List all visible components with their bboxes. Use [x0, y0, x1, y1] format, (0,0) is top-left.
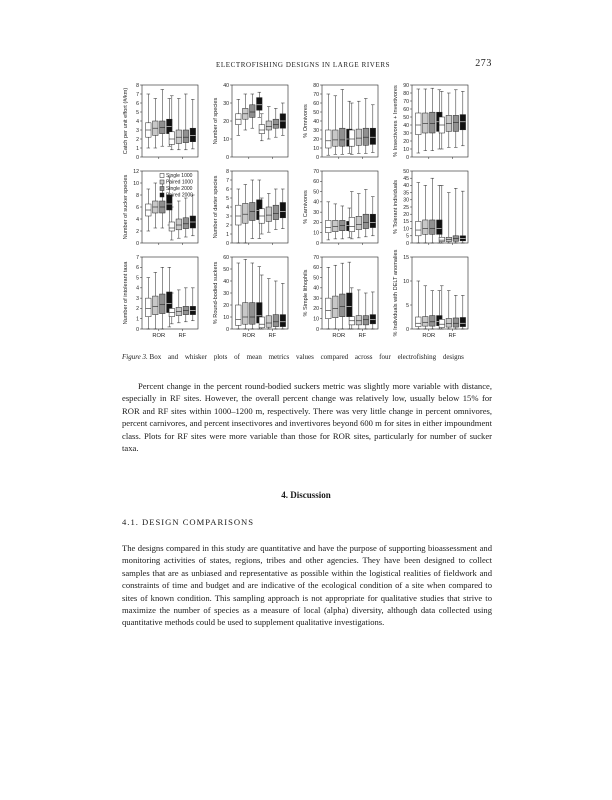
- y-tick-label: 40: [223, 82, 229, 89]
- box-paired-1000: [333, 130, 339, 146]
- y-tick-label: 0: [406, 240, 409, 247]
- x-tick-label: RF: [358, 333, 367, 339]
- body-paragraph-1: Percent change in the percent round-bodied suckers metric was slightly more variable with distance, especially in RF sites. However, the overall percent change was relatively low, usually below 15% for ROR and RF sites within 1000–1200 m, respectively. There was very little change in percent omnivores, percent carnivores, and percent insectivores and invertivores beyond 600 m for sites in either impoundment class. Plots for RF sites were more variable than those for ROR sites, particularly for number of sucker taxa.: [122, 381, 492, 454]
- y-tick-label: 0: [226, 240, 229, 247]
- box-single-1000: [236, 305, 242, 325]
- y-tick-label: 4: [136, 216, 139, 223]
- y-tick-label: 3: [136, 295, 139, 302]
- y-tick-label: 30: [313, 127, 319, 134]
- box-single-2000: [273, 205, 279, 219]
- y-tick-label: 2: [136, 306, 139, 313]
- box-paired-1000: [356, 216, 362, 229]
- box-single-1000: [439, 319, 445, 327]
- running-title: ELECTROFISHING DESIGNS IN LARGE RIVERS: [216, 61, 391, 69]
- y-tick-label: 50: [403, 168, 409, 175]
- y-tick-label: 50: [313, 189, 319, 196]
- y-tick-label: 6: [136, 265, 139, 272]
- box-paired-1000: [243, 203, 249, 223]
- box-paired-1000: [446, 318, 452, 327]
- box-paired-1000: [356, 316, 362, 325]
- box-paired-1000: [266, 121, 272, 130]
- y-tick-label: 25: [403, 204, 409, 211]
- box-single-2000: [430, 220, 436, 234]
- x-tick-label: ROR: [332, 333, 346, 339]
- y-tick-label: 70: [403, 98, 409, 105]
- box-paired-1000: [333, 220, 339, 231]
- x-tick-label: RF: [268, 333, 277, 339]
- y-tick-label: 45: [403, 176, 409, 182]
- box-paired-2000: [370, 214, 376, 227]
- y-axis-label: % Simple lithophils: [303, 269, 309, 317]
- legend-label: Paired 1000: [166, 179, 193, 186]
- x-tick-label: ROR: [242, 333, 256, 339]
- y-tick-label: 30: [313, 209, 319, 216]
- y-tick-label: 30: [403, 130, 409, 137]
- box-paired-2000: [460, 317, 466, 326]
- running-header: [120, 58, 492, 72]
- y-tick-label: 2: [136, 136, 139, 143]
- y-tick-label: 50: [223, 266, 229, 273]
- legend-swatch: [160, 187, 164, 191]
- y-tick-label: 3: [226, 213, 229, 220]
- box-single-1000: [169, 132, 175, 145]
- y-tick-label: 2: [226, 222, 229, 229]
- box-paired-2000: [370, 315, 376, 324]
- y-tick-label: 12: [133, 168, 139, 175]
- box-single-2000: [363, 316, 369, 325]
- y-tick-label: 6: [136, 204, 139, 211]
- box-paired-2000: [460, 236, 466, 241]
- box-single-1000: [349, 130, 355, 146]
- y-tick-label: 1: [136, 316, 139, 323]
- y-tick-label: 0: [226, 154, 229, 161]
- y-axis-label: Number of sucker species: [123, 174, 129, 240]
- y-tick-label: 7: [136, 254, 139, 261]
- body-paragraph-2: The designs compared in this study are quantitative and have the purpose of supporting bioassessment and monitoring activities of states, regions, tribes and other agencies. They have been designed to collect samples that are as unbiased and representative as possible within the logistical realities of fieldwork and constraints of time and budget and are indicative of the ecological condition of a site when compared to sites of known condition. This sampling approach is not appropriate for qualitative studies that strive to maximize the number of species as a measure of local (alpha) diversity, although data collected using quantitative methods could be used to supplement qualitative investigations.: [122, 543, 492, 628]
- y-tick-label: 40: [223, 278, 229, 285]
- box-single-2000: [363, 214, 369, 228]
- box-paired-1000: [243, 303, 249, 325]
- y-tick-label: 0: [136, 154, 139, 161]
- box-single-2000: [183, 130, 189, 143]
- y-tick-label: 35: [403, 190, 409, 197]
- box-single-1000: [326, 130, 332, 148]
- y-tick-label: 0: [316, 240, 319, 247]
- y-tick-label: 5: [136, 109, 139, 116]
- box-single-2000: [273, 119, 279, 128]
- y-tick-label: 10: [313, 230, 319, 237]
- y-tick-label: 0: [316, 154, 319, 161]
- figure-3-box-plots: [118, 80, 498, 348]
- box-paired-1000: [153, 296, 159, 315]
- box-single-2000: [250, 303, 256, 325]
- y-tick-label: 4: [136, 118, 139, 125]
- box-paired-2000: [370, 128, 376, 144]
- box-single-2000: [363, 128, 369, 145]
- y-tick-label: 0: [136, 240, 139, 247]
- panel-11: [303, 255, 378, 339]
- box-paired-2000: [280, 203, 286, 218]
- x-tick-label: RF: [178, 333, 187, 339]
- panel-1: [123, 83, 198, 161]
- y-tick-label: 8: [226, 168, 229, 175]
- y-tick-label: 70: [313, 254, 319, 261]
- y-axis-label: Number of intolerant taxa: [123, 261, 129, 325]
- box-paired-2000: [190, 128, 196, 142]
- panel-12: [393, 249, 468, 339]
- y-tick-label: 1: [226, 231, 229, 238]
- y-tick-label: 10: [313, 316, 319, 323]
- y-tick-label: 60: [223, 254, 229, 261]
- y-tick-label: 40: [403, 183, 409, 190]
- y-tick-label: 0: [316, 326, 319, 333]
- box-single-1000: [349, 217, 355, 231]
- box-single-2000: [273, 315, 279, 327]
- page-number: 273: [475, 58, 492, 69]
- y-tick-label: 5: [406, 302, 409, 309]
- y-tick-label: 10: [313, 145, 319, 152]
- box-single-2000: [340, 128, 346, 146]
- y-tick-label: 70: [313, 168, 319, 175]
- y-axis-label: % Round-bodied suckers: [213, 261, 219, 325]
- legend-swatch: [160, 193, 164, 197]
- panel-8: [393, 169, 468, 247]
- box-paired-1000: [266, 316, 272, 327]
- box-single-2000: [183, 218, 189, 229]
- y-tick-label: 20: [313, 306, 319, 313]
- legend-swatch: [160, 180, 164, 184]
- y-tick-label: 15: [403, 254, 409, 261]
- y-tick-label: 60: [403, 106, 409, 113]
- y-tick-label: 5: [406, 233, 409, 240]
- y-tick-label: 15: [403, 219, 409, 226]
- box-paired-1000: [423, 317, 429, 327]
- y-tick-label: 20: [403, 212, 409, 218]
- box-single-1000: [416, 221, 422, 235]
- y-tick-label: 10: [403, 146, 409, 153]
- y-tick-label: 10: [133, 180, 139, 187]
- box-single-1000: [146, 298, 152, 317]
- box-paired-1000: [423, 113, 429, 133]
- y-tick-label: 8: [136, 192, 139, 199]
- box-single-1000: [236, 205, 242, 225]
- box-single-1000: [259, 125, 265, 134]
- y-axis-label: Number of darter species: [213, 175, 219, 239]
- y-tick-label: 40: [313, 285, 319, 292]
- box-single-1000: [169, 222, 175, 231]
- y-tick-label: 70: [313, 91, 319, 98]
- box-paired-2000: [460, 115, 466, 130]
- box-paired-2000: [437, 220, 443, 234]
- box-paired-1000: [266, 207, 272, 221]
- figure-caption: [122, 353, 494, 361]
- y-tick-label: 1: [136, 145, 139, 152]
- y-tick-label: 80: [313, 82, 319, 89]
- caption-text: Box and whisker plots of mean metrics values compared across four electrofishing designs: [149, 353, 464, 361]
- y-tick-label: 0: [406, 154, 409, 161]
- box-single-1000: [439, 237, 445, 241]
- panel-3: [303, 83, 378, 161]
- panel-2: [213, 83, 288, 161]
- y-tick-label: 80: [403, 90, 409, 97]
- y-tick-label: 20: [313, 220, 319, 227]
- box-single-2000: [340, 294, 346, 317]
- box-single-1000: [326, 220, 332, 232]
- y-tick-label: 0: [406, 326, 409, 333]
- y-tick-label: 7: [226, 177, 229, 184]
- box-paired-1000: [356, 129, 362, 145]
- panel-9: [123, 255, 198, 339]
- y-tick-label: 60: [313, 179, 319, 186]
- y-tick-label: 10: [223, 314, 229, 321]
- y-tick-label: 20: [223, 118, 229, 125]
- y-tick-label: 4: [226, 204, 229, 211]
- y-tick-label: 6: [136, 100, 139, 107]
- legend-swatch: [160, 174, 164, 178]
- legend: [160, 173, 193, 199]
- y-tick-label: 60: [313, 265, 319, 272]
- y-tick-label: 60: [313, 100, 319, 107]
- box-single-1000: [416, 317, 422, 327]
- box-single-2000: [453, 115, 459, 131]
- y-tick-label: 10: [403, 226, 409, 233]
- box-paired-1000: [176, 130, 182, 144]
- y-tick-label: 30: [223, 290, 229, 297]
- y-tick-label: 40: [403, 122, 409, 129]
- y-tick-label: 20: [403, 138, 409, 145]
- y-tick-label: 50: [403, 114, 409, 121]
- y-axis-label: % Tolerant individuals: [393, 179, 399, 235]
- box-single-2000: [250, 105, 256, 118]
- y-tick-label: 0: [226, 326, 229, 333]
- y-tick-label: 10: [223, 136, 229, 143]
- legend-label: Single 1000: [166, 173, 193, 179]
- y-tick-label: 5: [136, 275, 139, 282]
- y-axis-label: Number of species: [213, 97, 219, 145]
- y-tick-label: 30: [223, 100, 229, 107]
- y-tick-label: 10: [403, 278, 409, 285]
- y-tick-label: 3: [136, 127, 139, 134]
- y-tick-label: 5: [226, 195, 229, 202]
- y-axis-label: % Individuals with DELT anomalies: [393, 249, 399, 337]
- panel-4: [393, 83, 468, 161]
- box-paired-1000: [333, 296, 339, 318]
- y-axis-label: % Carnivores: [303, 190, 309, 224]
- y-tick-label: 0: [136, 326, 139, 333]
- section-heading: 4. Discussion: [281, 490, 331, 500]
- box-paired-1000: [423, 220, 429, 234]
- legend-label: Paired 2000: [166, 192, 193, 199]
- y-tick-label: 20: [313, 136, 319, 143]
- box-single-2000: [160, 294, 166, 314]
- y-tick-label: 2: [136, 228, 139, 235]
- y-axis-label: % Omnivores: [303, 104, 309, 138]
- panel-7: [303, 169, 378, 247]
- box-paired-2000: [347, 293, 353, 317]
- box-single-2000: [430, 112, 436, 133]
- subsection-heading: 4.1. DESIGN COMPARISONS: [122, 517, 255, 527]
- y-tick-label: 20: [223, 302, 229, 309]
- panel-10: [213, 255, 288, 339]
- legend-label: Single 2000: [166, 186, 193, 192]
- x-tick-label: ROR: [152, 333, 166, 339]
- y-tick-label: 6: [226, 186, 229, 193]
- x-tick-label: RF: [448, 333, 457, 339]
- panel-6: [213, 169, 288, 247]
- y-tick-label: 30: [313, 295, 319, 302]
- box-paired-2000: [280, 315, 286, 327]
- y-tick-label: 50: [313, 275, 319, 282]
- box-single-1000: [326, 298, 332, 319]
- box-single-1000: [416, 113, 422, 135]
- y-tick-label: 4: [136, 285, 139, 292]
- y-tick-label: 7: [136, 91, 139, 98]
- y-tick-label: 90: [403, 82, 409, 89]
- y-tick-label: 50: [313, 109, 319, 116]
- panel-5: [123, 169, 198, 247]
- box-single-2000: [453, 318, 459, 327]
- y-tick-label: 30: [403, 197, 409, 204]
- y-tick-label: 8: [136, 82, 139, 89]
- caption-label: Figure 3.: [122, 353, 148, 361]
- y-tick-label: 40: [313, 118, 319, 125]
- y-axis-label: % Insectivores + Invertivores: [393, 85, 399, 157]
- box-paired-2000: [257, 98, 263, 111]
- y-tick-label: 40: [313, 199, 319, 206]
- box-single-1000: [259, 317, 265, 328]
- box-single-2000: [430, 316, 436, 327]
- x-tick-label: ROR: [422, 333, 436, 339]
- box-paired-1000: [176, 219, 182, 230]
- y-axis-label: Catch per unit effort (#/km): [123, 87, 129, 155]
